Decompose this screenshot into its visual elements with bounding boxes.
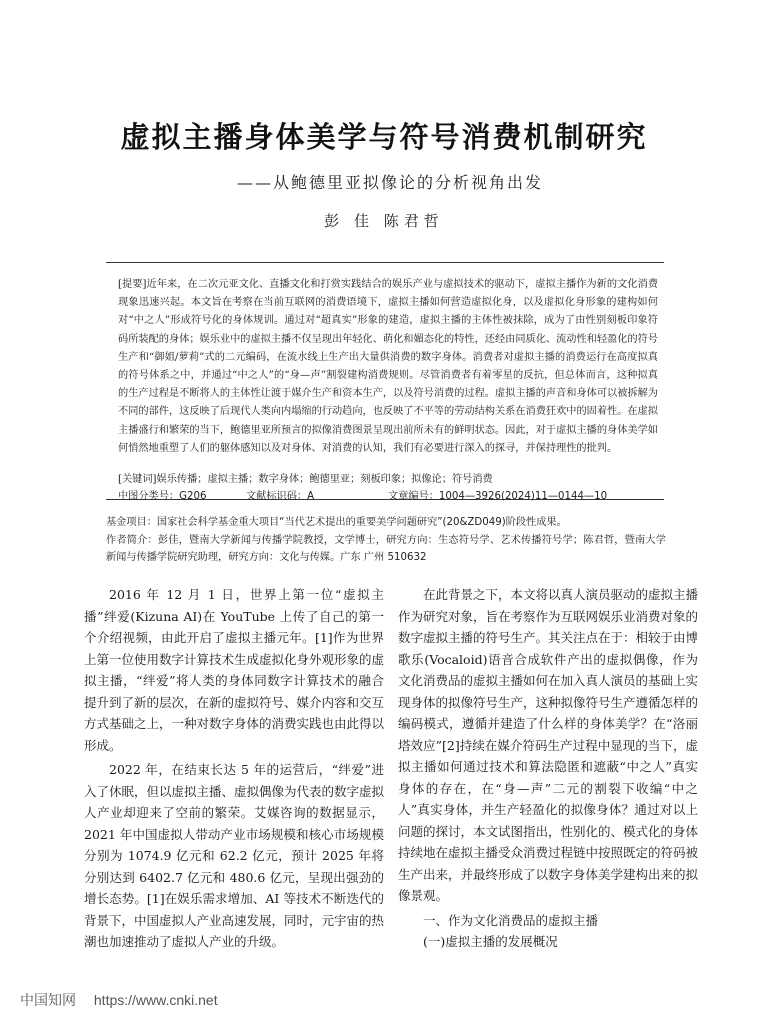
clc-number: 中图分类号：G206 [118, 491, 207, 502]
cnki-url-link[interactable]: https://www.cnki.net [93, 992, 218, 1008]
article-number: 文章编号：1004—3926(2024)11—0144—10 [388, 491, 608, 502]
article-authors: 彭 佳 陈君哲 [324, 212, 444, 230]
article-title: 虚拟主播身体美学与符号消费机制研究 [120, 120, 648, 154]
cnki-logo: 中国知网 [20, 992, 76, 1008]
abstract-text: [提要]近年来，在二次元亚文化、直播文化和打赏实践结合的娱乐产业与虚拟技术的驱动下，虚拟主播作为新的文化消费现象迅速兴起。本文旨在考察在当前互联网的消费语境下，虚拟主播如何营造虚拟化身，以及虚拟化身形象的建构如何对“中之人”形成符号化的身体规训。通过对“超真实”形象的建造，虚拟主播的主体性被抹除，成为了由性别刻板印象符码所装配的身体；娱乐业中的虚拟主播不仅呈现出年轻化、萌化和媚态化的特性，还经由同质化、流动性和轻盈化的符号生产和“御姐/萝莉”式的二元编码，在流水线上生产出大量供消费的数字身体。消费者对虚拟主播的消费运行在高度拟真的符号体系之中，并通过“中之人”的“身—声”割裂建构消费规则。尽管消费者有着零星的反抗，但总体而言，这种拟真的生产过程是不断将人的主体性让渡于媒介生产和资本生产，以及符号消费的过程。虚拟主播的声音和身体可以被拆解为不同的部件，这反映了后现代人类向内塌缩的行动趋向，也反映了不平等的劳动结构关系在消费狂欢中的固着性。在虚拟主播盛行和繁荣的当下，鲍德里亚所预言的拟像消费图景呈现出前所未有的鲜明状态。因此，对于虚拟主播的身体美学如何悄然地重塑了人们的躯体感知以及对身体、对消费的认知，我们有必要进行深入的探寻，并保持理性的批判。 [118, 279, 658, 454]
section-heading: 一、作为文化消费品的虚拟主播 [423, 912, 599, 928]
fund-info: 基金项目：国家社会科学基金重大项目“当代艺术提出的重要美学问题研究”(20&ZD049)阶段性成果。 [106, 517, 567, 528]
footer [20, 990, 218, 1010]
body-paragraph: 2016 年 12 月 1 日，世界上第一位“虚拟主播”绊爱(Kizuna AI)在 YouTube 上传了自己的第一个介绍视频，由此开启了虚拟主播元年。[1]作为世界上第一位使用数字计算技术生成虚拟化身外观形象的虚拟主播，“绊爱”将人类的身体同数字计算技术的融合提升到了新的层次，在新的虚拟符号、媒介内容和交互方式基础之上，一种对数字身体的消费实践也由此得以形成。 [84, 587, 385, 753]
body-paragraph: 2022 年，在结束长达 5 年的运营后，“绊爱”进入了休眠，但以虚拟主播、虚拟偶像为代表的数字虚拟人产业却迎来了空前的繁荣。艾媒咨询的数据显示，2021 年中国虚拟人带动产业市场规模和核心市场规模分别为 1074.9 亿元和 62.2 亿元，预计 2025 年将分别达到 6402.7 亿元和 480.6 亿元，呈现出强劲的增长态势。[1]在娱乐需求增加、AI 等技术不断迭代的背景下，中国虚拟人产业高速发展，同时，元宇宙的热潮也加速推动了虚拟人产业的升级。 [84, 762, 385, 949]
author-info: 作者简介：彭佳，暨南大学新闻与传播学院教授，文学博士，研究方向：生态符号学、艺术传播符号学；陈君哲，暨南大学新闻与传播学院研究助理，研究方向：文化与传媒。广东 广州 510632 [106, 535, 666, 563]
body-right-column [398, 584, 698, 953]
document-code: 文献标识码：A [246, 491, 315, 502]
body-paragraph: 在此背景之下，本文将以真人演员驱动的虚拟主播作为研究对象，旨在考察作为互联网娱乐业消费对象的数字虚拟主播的符号生产。其关注点在于：相较于由博歌乐(Vocaloid)语音合成软件产出的虚拟偶像，作为文化消费品的虚拟主播如何在加入真人演员的基础上实现身体的拟像符号生产，这种拟像符号生产遵循怎样的编码模式，遵循并建造了什么样的身体美学？在“洛丽塔效应”[2]持续在媒介符码生产过程中显现的当下，虚拟主播如何通过技术和算法隐匿和遮蔽“中之人”真实身体的存在，在“身—声”二元的割裂下收编“中之人”真实身体，并生产轻盈化的拟像身体？通过对以上问题的探讨，本文试图指出，性别化的、模式化的身体持续地在虚拟主播受众消费过程链中按照既定的符码被生产出来，并最终形成了以数字身体美学建构出来的拟像景观。 [398, 587, 699, 903]
body-left-column [84, 584, 384, 956]
article-subtitle: ——从鲍德里亚拟像论的分析视角出发 [236, 173, 543, 192]
keywords: [关键词]娱乐传播；虚拟主播；数字身体；鲍德里亚；刻板印象；拟像论；符号消费 [118, 474, 493, 485]
subsection-heading: (一)虚拟主播的发展概况 [423, 934, 558, 949]
